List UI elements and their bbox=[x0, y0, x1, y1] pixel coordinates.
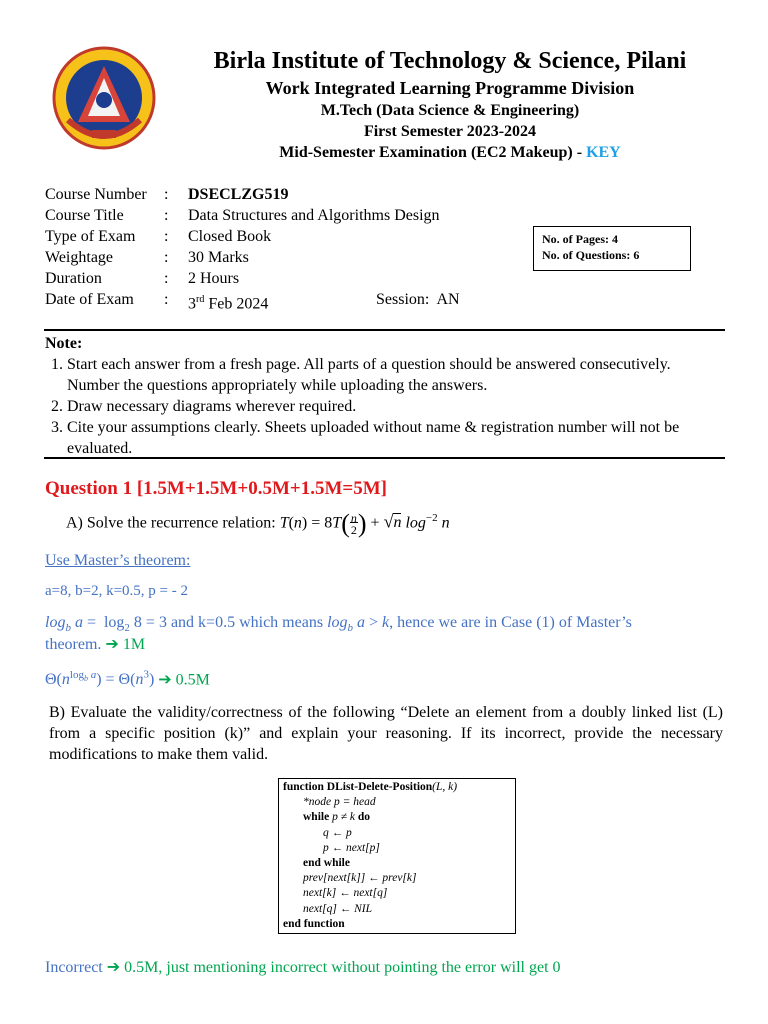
algo-line: prev[next[k]] ← prev[k] bbox=[303, 872, 417, 885]
arrow-icon: ➔ bbox=[158, 671, 176, 689]
algo-line: *node p = head bbox=[303, 796, 376, 809]
course-number-value: DSECLZG519 bbox=[188, 186, 289, 203]
incorrect-mark: 0.5M, just mentioning incorrect without pointing the error will get 0 bbox=[124, 959, 561, 976]
weightage-value: 30 Marks bbox=[188, 249, 249, 266]
date-suffix: rd bbox=[196, 294, 205, 305]
note-list bbox=[45, 354, 725, 459]
division-title: Work Integrated Learning Programme Division bbox=[265, 78, 635, 98]
course-title-value: Data Structures and Algorithms Design bbox=[188, 207, 440, 224]
session bbox=[376, 289, 460, 310]
exam-title bbox=[140, 144, 760, 162]
theta-line: $\Theta(n^{log_b a}) = \Theta(n^3)$ ➔ 0.5M bbox=[45, 669, 210, 689]
incorrect-line bbox=[45, 957, 561, 978]
algo-func-name: function DList-Delete-Position bbox=[283, 781, 433, 793]
date-month-year: Feb 2024 bbox=[204, 295, 269, 313]
question-1-title: Question 1 [1.5M+1.5M+0.5M+1.5M=5M] bbox=[45, 478, 387, 499]
weightage-label: Weightage bbox=[45, 249, 114, 266]
session-label: Session: bbox=[376, 291, 430, 308]
colon: : bbox=[164, 186, 169, 203]
algorithm-box bbox=[278, 778, 516, 934]
duration-value: 2 Hours bbox=[188, 270, 240, 287]
note-title: Note: bbox=[45, 335, 83, 352]
arrow-icon: ➔ bbox=[106, 959, 125, 976]
algo-header bbox=[283, 780, 511, 795]
divider-top bbox=[44, 329, 725, 331]
algo-line: end while bbox=[303, 857, 350, 870]
log-line-mid: and k=0.5 which means bbox=[166, 614, 328, 631]
params-line: a=8, b=2, k=0.5, p = - 2 bbox=[45, 583, 188, 599]
divider-bottom bbox=[44, 457, 725, 459]
algo-line: q ← p bbox=[323, 826, 352, 839]
algo-line: next[k] ← next[q] bbox=[303, 887, 388, 900]
algo-line: next[q] ← NIL bbox=[303, 902, 372, 915]
colon: : bbox=[164, 291, 169, 308]
session-value: AN bbox=[436, 291, 460, 308]
program-title: M.Tech (Data Science & Engineering) bbox=[320, 102, 580, 119]
note-item: 2. Draw necessary diagrams wherever required. bbox=[67, 396, 725, 417]
algo-footer: end function bbox=[283, 917, 345, 930]
questions-count: No. of Questions: 6 bbox=[542, 248, 640, 262]
masters-heading: Use Master’s theorem: bbox=[45, 552, 191, 569]
question-1a: A) Solve the recurrence relation: $T(n) = 8T(\frac{n}{2}) + √n$ $\log^{-2} n$ bbox=[66, 508, 450, 538]
institute-title: Birla Institute of Technology & Science, Pilani bbox=[213, 48, 687, 74]
exam-type-label: Type of Exam bbox=[45, 228, 136, 245]
colon: : bbox=[164, 228, 169, 245]
exam-type-value: Closed Book bbox=[188, 228, 272, 245]
exam-date-label: Date of Exam bbox=[45, 291, 134, 308]
incorrect-label: Incorrect bbox=[45, 959, 107, 976]
date-day: 3 bbox=[188, 295, 196, 313]
part-b-prompt: B) Evaluate the validity/correctness of the following “Delete an element from a doubly linked list (L) from a specific position (k)” and explain your reasoning. If its incorrect, provide the necessary modifications to make them valid. bbox=[49, 704, 723, 763]
exam-date-value bbox=[188, 289, 268, 314]
theorem-text: theorem. bbox=[45, 636, 106, 653]
pages-box bbox=[533, 226, 691, 271]
log-line: $\log_b a = \log_2 8 = 3$ and k=0.5 which means $\log_b a > k$, hence we are in Case (1) of Master’s bbox=[45, 614, 632, 635]
algo-line bbox=[283, 810, 511, 825]
algo-args: (L, k) bbox=[432, 781, 458, 793]
log-line-2 bbox=[45, 634, 145, 655]
mark-half: 0.5M bbox=[175, 671, 210, 689]
pages-count: No. of Pages: 4 bbox=[542, 232, 618, 246]
algo-while: while bbox=[303, 811, 330, 824]
arrow-icon: ➔ bbox=[105, 636, 123, 653]
recurrence-equation: T bbox=[279, 514, 289, 532]
colon: : bbox=[164, 207, 169, 224]
colon: : bbox=[164, 249, 169, 266]
note-item: 1. Start each answer from a fresh page. All parts of a question should be answered consecutively. Number the questions appropriately while uploading the answers. bbox=[67, 354, 725, 396]
semester-title: First Semester 2023-2024 bbox=[363, 123, 537, 140]
course-title-label: Course Title bbox=[45, 207, 124, 224]
key-label: KEY bbox=[586, 144, 621, 161]
part-a-prompt: A) Solve the recurrence relation: bbox=[66, 514, 280, 532]
duration-label: Duration bbox=[45, 270, 102, 287]
note-section bbox=[45, 333, 725, 459]
log-line-end: , hence we are in Case (1) of Master’s bbox=[389, 614, 632, 631]
colon: : bbox=[164, 270, 169, 287]
note-item: 3. Cite your assumptions clearly. Sheets uploaded without name & registration number will not be evaluated. bbox=[67, 417, 725, 459]
algo-do: do bbox=[357, 811, 371, 824]
course-number-label: Course Number bbox=[45, 186, 147, 203]
mark-1m: 1M bbox=[122, 636, 146, 653]
algo-cond: p ≠ k bbox=[329, 811, 358, 824]
exam-title-text: Mid-Semester Examination (EC2 Makeup) - bbox=[279, 144, 587, 161]
algo-line: p ← next[p] bbox=[323, 841, 380, 854]
